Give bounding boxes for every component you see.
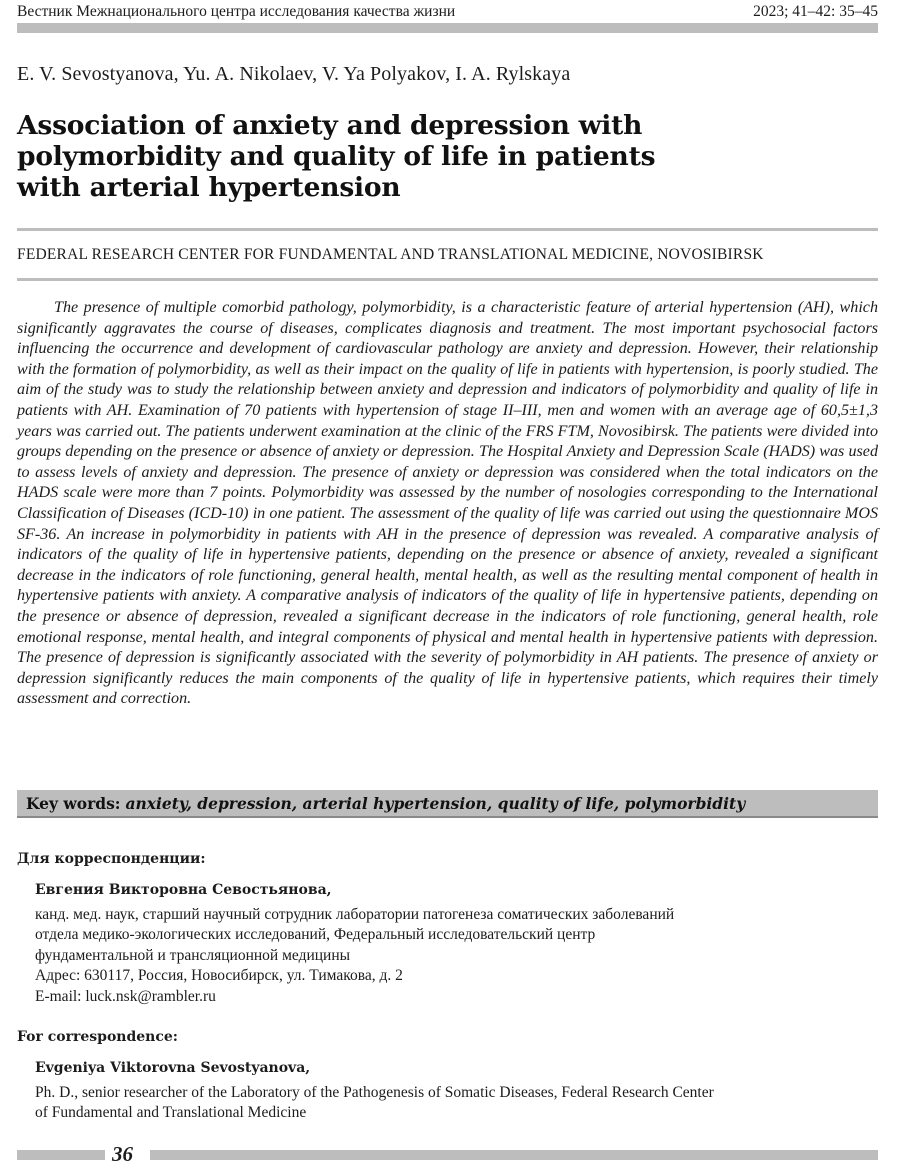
correspondent-name-ru: Евгения Викторовна Севостьянова, (35, 882, 332, 898)
correspondent-position-line1: канд. мед. наук, старший научный сотрудник лаборатории патогенеза соматических заболеваний (35, 905, 675, 923)
running-header (17, 2, 878, 22)
correspondence-heading-ru: Для корреспонденции: (17, 851, 206, 867)
correspondent-position-en-line2: of Fundamental and Translational Medicine (35, 1104, 307, 1121)
correspondent-position-en-line1: Ph. D., senior researcher of the Laboratory of the Pathogenesis of Somatic Diseases, Federal Research Center (35, 1083, 714, 1101)
correspondence-heading-en: For correspondence: (17, 1029, 178, 1045)
keywords-bar (17, 790, 878, 818)
footer-rule-left (17, 1150, 105, 1160)
affiliation: FEDERAL RESEARCH CENTER FOR FUNDAMENTAL AND TRANSLATIONAL MEDICINE, NOVOSIBIRSK (17, 246, 764, 263)
keywords-label: Key words: (26, 794, 121, 813)
header-rule (17, 23, 878, 33)
issue-info: 2023; 41–42: 35–45 (753, 3, 878, 20)
correspondent-name-en: Evgeniya Viktorovna Sevostyanova, (35, 1060, 311, 1076)
journal-name: Вестник Межнационального центра исследования качества жизни (17, 3, 456, 20)
correspondent-position-line3: фундаментальной и трансляционной медицины (35, 946, 351, 964)
correspondent-email: E-mail: luck.nsk@rambler.ru (35, 987, 216, 1005)
correspondence-block-ru (35, 880, 835, 1007)
divider-bottom (17, 278, 878, 281)
article-title: Association of anxiety and depression with polymorbidity and quality of life in patients with arterial hypertension (17, 110, 656, 203)
correspondence-block-en (35, 1058, 835, 1124)
correspondent-position-line2: отдела медико-экологических исследований, Федеральный исследовательский центр (35, 926, 596, 943)
footer-rule-right (150, 1150, 878, 1160)
page-number: 36 (112, 1142, 133, 1166)
keywords-list: anxiety, depression, arterial hypertension, quality of life, polymorbidity (125, 794, 746, 813)
author-list: E. V. Sevostyanova, Yu. A. Nikolaev, V. Ya Polyakov, I. A. Rylskaya (17, 63, 571, 85)
correspondent-address: Адрес: 630117, Россия, Новосибирск, ул. Тимакова, д. 2 (35, 967, 403, 984)
divider-top (17, 228, 878, 231)
abstract-text: The presence of multiple comorbid pathology, polymorbidity, is a characteristic feature of arterial hypertension (AH), which significantly aggravates the course of diseases, complicates diagnosis and treatment. The most important psychosocial factors influencing the occurrence and development of cardiovascular pathology are anxiety and depression. However, their relationship with the formation of polymorbidity, as well as their impact on the quality of life in patients with hypertension, is poorly studied. The aim of the study was to study the relationship between anxiety and depression and indicators of polymorbidity and quality of life in patients with AH. Examination of 70 patients with hypertension of stage II–III, men and women with an average age of 60,5±1,3 years was carried out. The patients underwent examination at the clinic of the FRS FTM, Novosibirsk. The patients were divided into groups depending on the presence or absence of anxiety or depression. The Hospital Anxiety and Depression Scale (HADS) was used to assess levels of anxiety and depression. The presence of anxiety or depression was considered when the total indicators on the HADS scale were more than 7 points. Polymorbidity was assessed by the number of nosologies corresponding to the International Classification of Diseases (ICD-10) in one patient. The assessment of the quality of life was carried out using the questionnaire MOS SF-36. An increase in polymorbidity in patients with AH in the presence of depression was revealed. A comparative analysis of indicators of the quality of life in hypertensive patients, depending on the presence or absence of anxiety, revealed a significant decrease in the indicators of role functioning, general health, mental health, as well as the resulting mental component of health in hypertensive patients with anxiety. A comparative analysis of indicators of the quality of life in hypertensive patients, depending on the presence or absence of depression, revealed a significant decrease in the indicators of role functioning, general health, role emotional response, mental health, and integral components of physical and mental health in hypertensive patients with depression. The presence of depression is significantly associated with the severity of polymorbidity in AH patients. The presence of anxiety or depression significantly reduces the main components of the quality of life in hypertensive patients, which requires their timely assessment and correction. (17, 299, 878, 708)
